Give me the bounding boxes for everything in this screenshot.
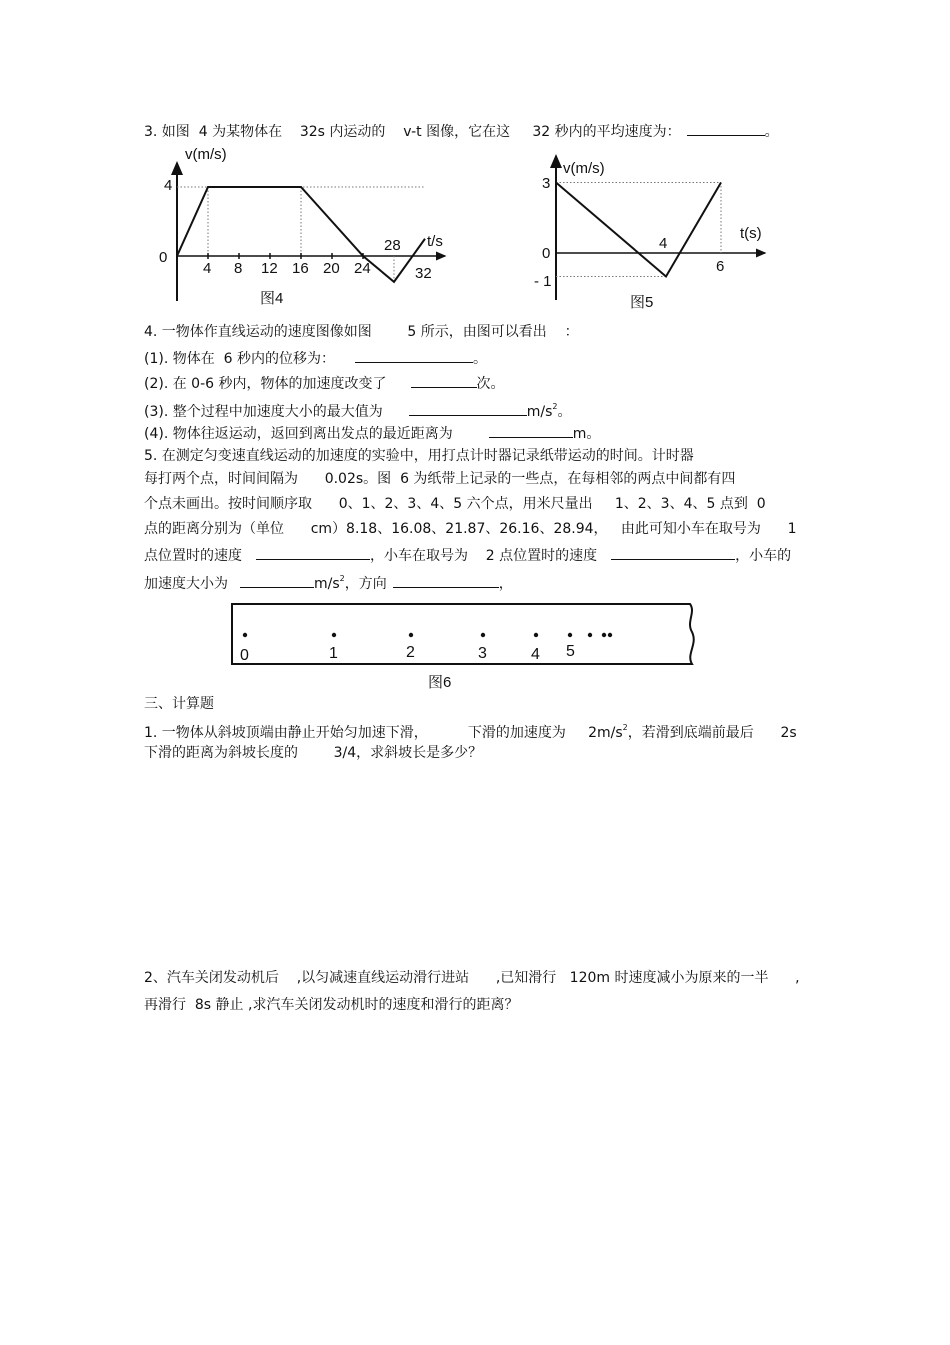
q4-part3-end: 。 — [557, 404, 572, 420]
fig5-marks — [556, 183, 724, 277]
q5-line4: 点的距离分别为（单位 cm）8.18、16.08、21.87、26.16、28.94， 由此可知小车在取号为 1 — [144, 521, 797, 537]
fig5-series-line — [556, 183, 721, 277]
q4-part3-sup: 2 — [552, 402, 558, 411]
fig4-ytick-0: 0 — [159, 249, 168, 266]
fig4-xtick-label: 8 — [234, 260, 243, 277]
q4-part2-text: (2). 在 0-6 秒内，物体的加速度改变了 — [144, 376, 387, 392]
tape-dot — [481, 633, 485, 637]
tape-point-label: 1 — [329, 645, 338, 662]
tape-dot — [332, 633, 336, 637]
q4-part2 — [144, 373, 505, 393]
q5-line5 — [144, 545, 791, 565]
fig4-marks — [177, 187, 432, 282]
fig4-caption: 图4 — [260, 290, 284, 307]
q4-part3-text: (3). 整个过程中加速度大小的最大值为 — [144, 404, 383, 420]
tape-dot — [534, 633, 538, 637]
q4-part1-blank[interactable] — [355, 348, 473, 363]
q3-suffix: 。 — [764, 124, 779, 140]
calc2-line1: 2、汽车关闭发动机后 ,以匀减速直线运动滑行进站 ,已知滑行 120m 时速度减小为原来的一半 , — [144, 970, 800, 986]
fig4-xtick-label: 24 — [354, 260, 371, 277]
fig4-ytick-4: 4 — [164, 177, 173, 194]
fig4-xtick-label: 4 — [203, 260, 212, 277]
q3-text: 3. 如图 4 为某物体在 32s 内运动的 v-t 图像，它在这 32 秒内的平均速度为： — [144, 124, 681, 140]
q4-part3-unit: m/s — [526, 404, 553, 420]
fig5-ytick-0: 0 — [542, 245, 551, 262]
fig5-ylabel: v(m/s) — [563, 160, 605, 177]
tape-point-label: 4 — [531, 646, 540, 663]
fig4-xtick-label: 32 — [415, 265, 432, 282]
q4-part1 — [144, 348, 487, 368]
tape-dot — [588, 633, 592, 637]
q4-part4-blank[interactable] — [489, 423, 573, 438]
tape-dot — [568, 633, 572, 637]
tape-point-label: 5 — [566, 643, 575, 660]
q5-line6-c: ，方向 — [344, 576, 387, 592]
figure-4-chart — [150, 143, 450, 303]
calc1-line1-a: 1. 一物体从斜坡顶端由静止开始匀加速下滑， 下滑的加速度为 2m/s — [144, 725, 623, 741]
tape-outline — [232, 604, 694, 664]
q5-line1: 5. 在测定匀变速直线运动的加速度的实验中，用打点计时器记录纸带运动的时间。计时器 — [144, 448, 694, 464]
fig5-ytick-neg1: - 1 — [534, 273, 552, 290]
q4-part2-end: 次。 — [476, 376, 505, 392]
calc2-line2: 再滑行 8s 静止 ,求汽车关闭发动机时的速度和滑行的距离？ — [144, 997, 519, 1013]
fig5-xlabel: t(s) — [740, 225, 762, 242]
q4-part3-blank[interactable] — [409, 401, 527, 416]
q5-line5-a: 点位置时的速度 — [144, 548, 242, 564]
q3-line — [144, 121, 779, 141]
fig5-xtick-label: 4 — [659, 235, 668, 252]
tape-dot — [608, 633, 612, 637]
q4-part4-text: (4). 物体往返运动，返回到离出发点的最近距离为 — [144, 426, 453, 442]
q5-v1-blank[interactable] — [256, 545, 370, 560]
q5-line2: 每打两个点，时间间隔为 0.02s。图 6 为纸带上记录的一些点，在每相邻的两点中间都有四 — [144, 471, 736, 487]
figure-6-tape — [228, 600, 698, 670]
q3-answer-blank[interactable] — [687, 121, 765, 136]
tape-point-label: 0 — [240, 647, 249, 664]
q4-part4-end: m。 — [572, 426, 601, 442]
q5-line6-unit: m/s — [314, 576, 340, 592]
fig4-xtick-label: 20 — [323, 260, 340, 277]
q5-v2-blank[interactable] — [611, 545, 735, 560]
q4-part3 — [144, 398, 571, 421]
tape-dot — [243, 633, 247, 637]
q5-line6-sup: 2 — [339, 574, 345, 583]
section3-title: 三、计算题 — [144, 696, 214, 712]
fig4-xtick-label: 12 — [261, 260, 278, 277]
q5-direction-blank[interactable] — [393, 573, 499, 588]
q4-part1-text: (1). 物体在 6 秒内的位移为： — [144, 351, 335, 367]
q4-part2-blank[interactable] — [411, 373, 477, 388]
fig4-ylabel: v(m/s) — [185, 146, 227, 163]
calc1-line2: 下滑的距离为斜坡长度的 3/4，求斜坡长是多少？ — [144, 745, 483, 761]
calc1-line1-b: ，若滑到底端前最后 2s — [627, 725, 797, 741]
q5-line6-d: ， — [498, 576, 513, 592]
fig6-caption: 图6 — [428, 674, 452, 691]
q5-line3: 个点未画出。按时间顺序取 0、1、2、3、4、5 六个点，用米尺量出 1、2、3、4、5 点到 0 — [144, 496, 766, 512]
fig4-xlabel: t/s — [427, 233, 443, 250]
tape-point-label: 2 — [406, 644, 415, 661]
q5-accel-blank[interactable] — [240, 573, 314, 588]
q5-line6 — [144, 570, 513, 593]
fig5-xtick-label: 6 — [716, 258, 725, 275]
tape-dots — [240, 633, 612, 664]
fig5-ytick-3: 3 — [542, 175, 551, 192]
calc1-line1 — [144, 719, 797, 742]
q4-stem: 4. 一物体作直线运动的速度图像如图 5 所示，由图可以看出 ： — [144, 324, 579, 340]
q4-part1-end: 。 — [473, 351, 487, 367]
q5-line6-a: 加速度大小为 — [144, 576, 228, 592]
tape-dot — [409, 633, 413, 637]
fig4-xtick-label: 16 — [292, 260, 309, 277]
q5-line5-b: ，小车在取号为 2 点位置时的速度 — [370, 548, 598, 564]
tape-point-label: 3 — [478, 645, 487, 662]
q5-line5-c: ，小车的 — [735, 548, 792, 564]
fig4-xtick-label: 28 — [384, 237, 401, 254]
fig5-caption: 图5 — [630, 294, 654, 311]
q4-part4 — [144, 423, 600, 443]
calc1-sup: 2 — [622, 723, 628, 732]
figure-5-chart — [530, 152, 770, 312]
tape-dot — [602, 633, 606, 637]
